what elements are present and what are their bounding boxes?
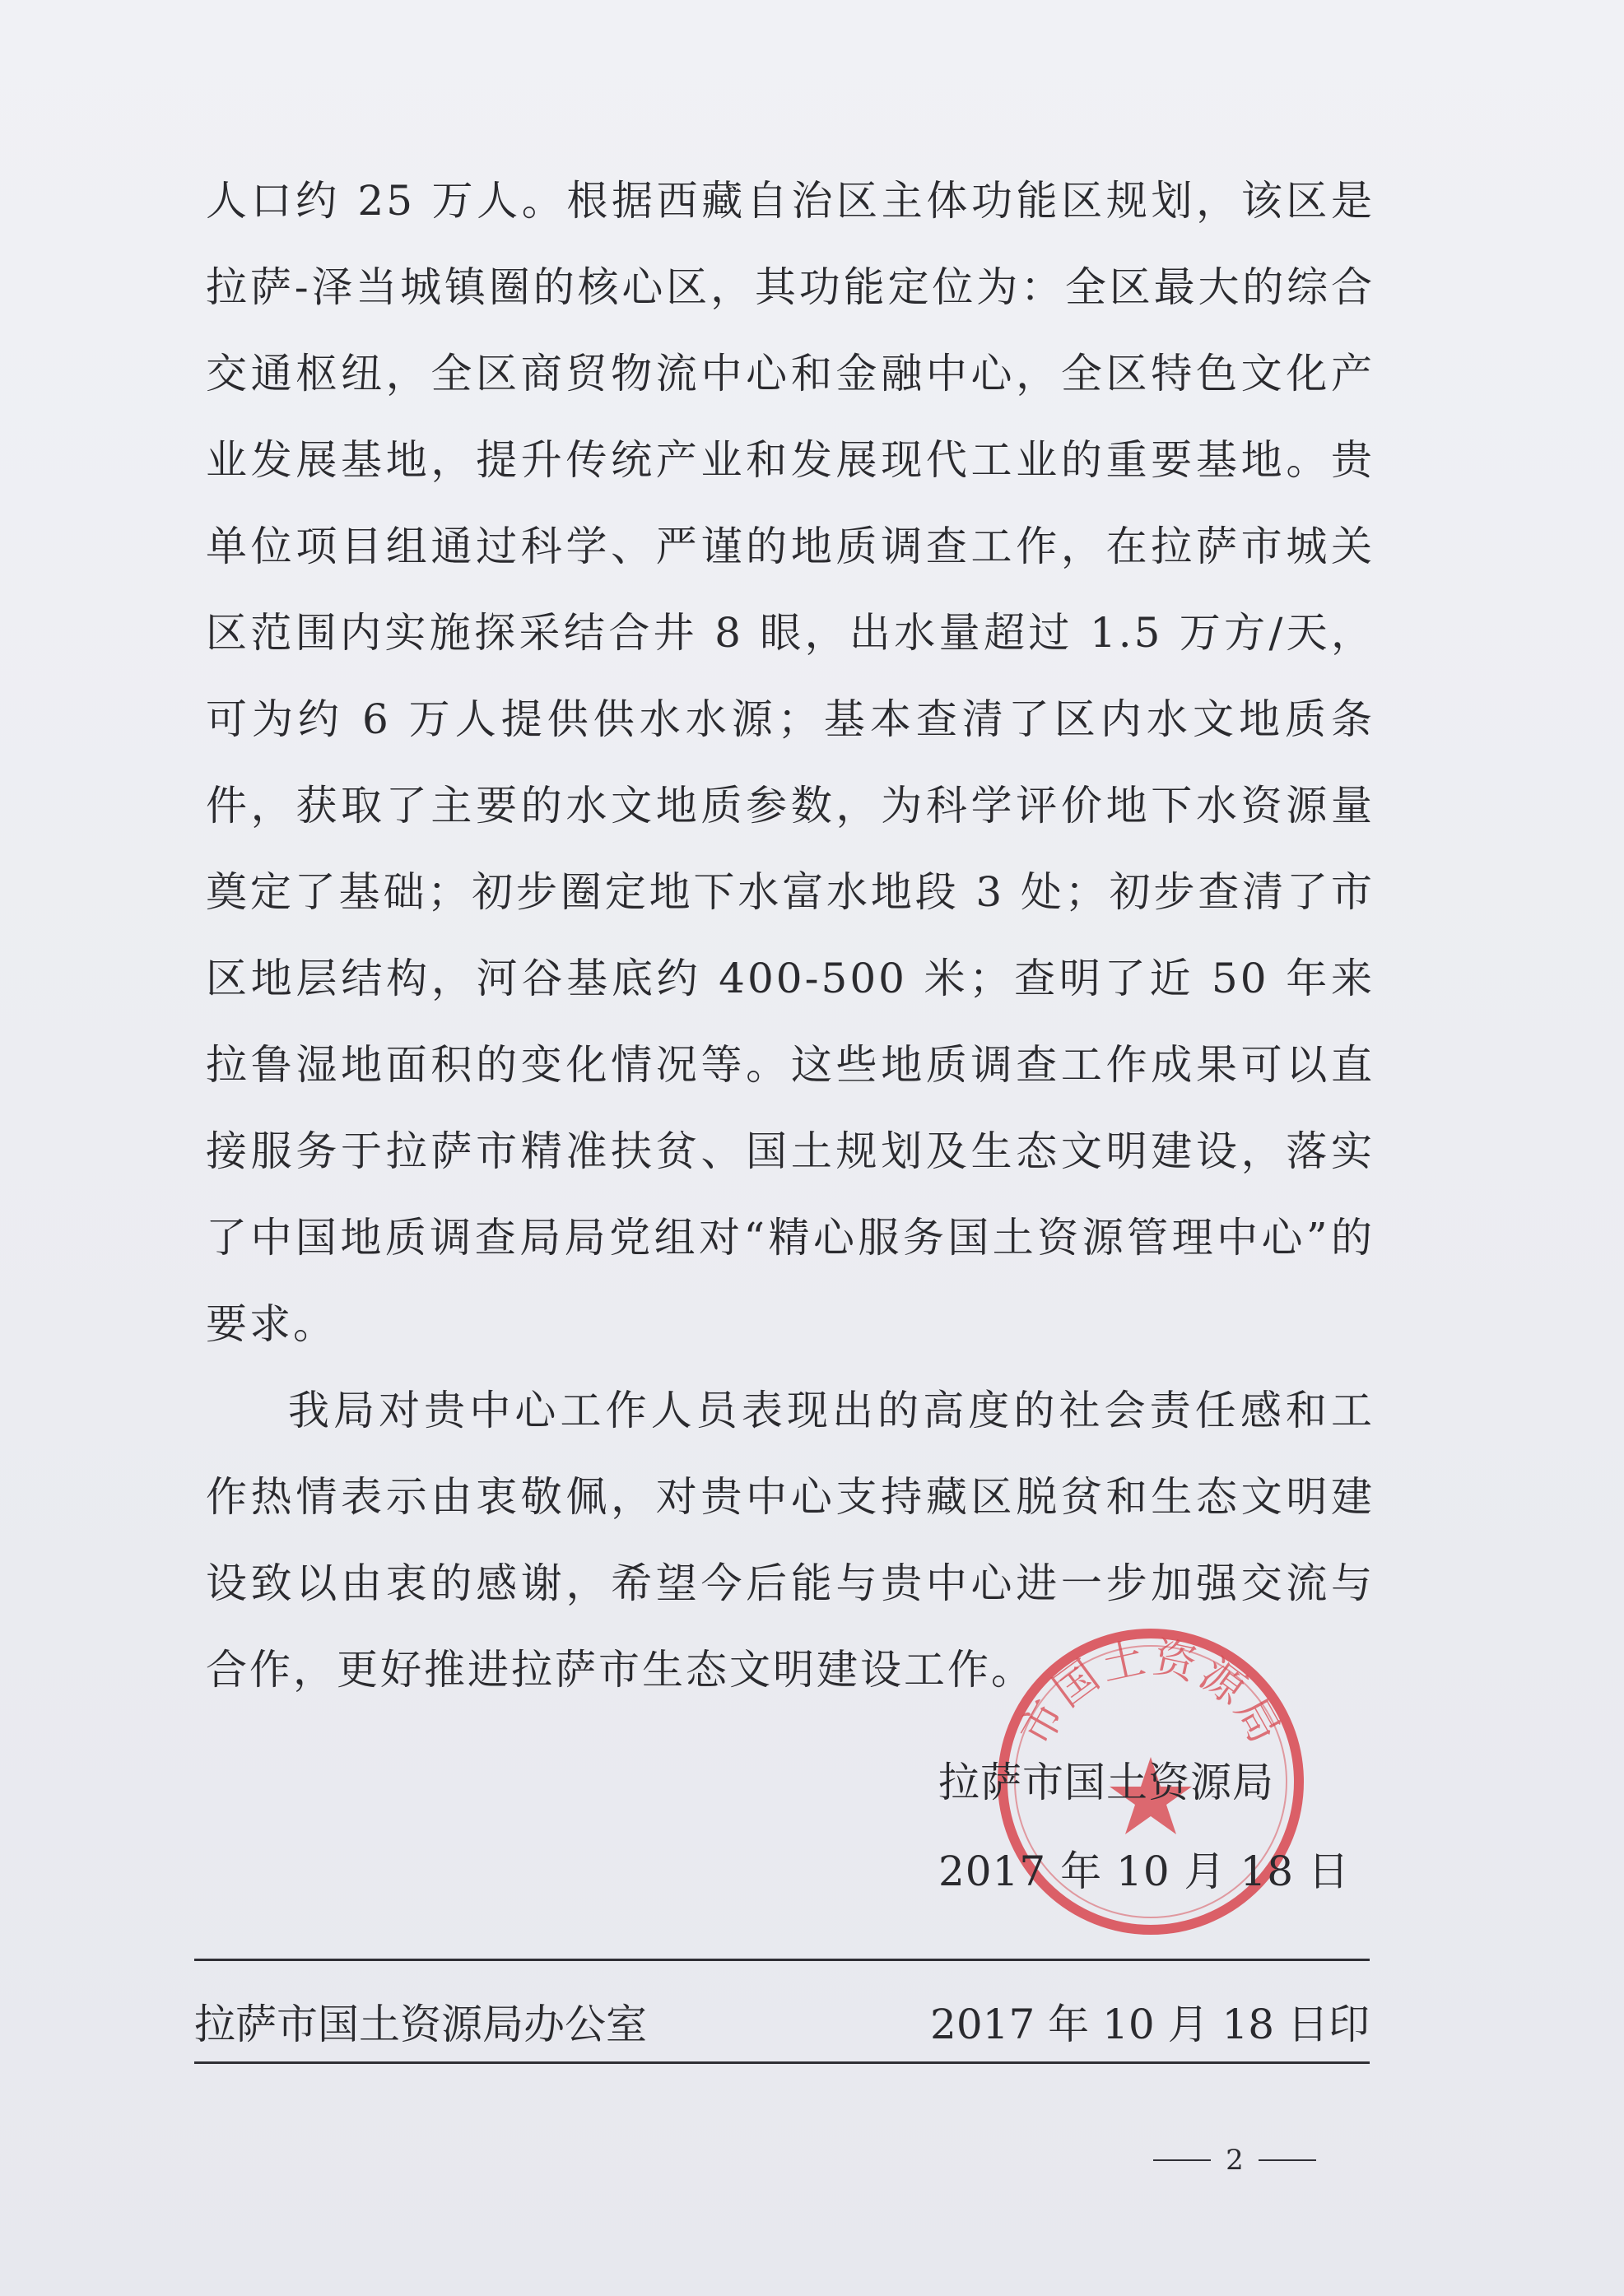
footer-print-date: 2017 年 10 月 18 日印 [930,2001,1370,2048]
footer-office: 拉萨市国土资源局办公室 [194,2001,647,2048]
signature-block [938,1738,1350,1916]
page-number-value: 2 [1226,2144,1244,2177]
signature-org: 拉萨市国土资源局 [938,1759,1274,1806]
letter-body [206,158,1375,1713]
footer [194,2000,1370,2049]
page-number [1136,2144,1333,2177]
page-number-dash-left [1153,2159,1211,2161]
body-paragraph-2: 我局对贵中心工作人员表现出的高度的社会责任感和工作热情表示由衷敬佩，对贵中心支持藏区脱贫和生态文明建设致以由衷的感谢，希望今后能与贵中心进一步加强交流与合作，更好推进拉萨市生态文明建设工作。 [206,1387,1375,1694]
page-number-dash-right [1259,2159,1316,2161]
signature-date: 2017 年 10 月 18 日 [938,1847,1350,1895]
footer-rule-bottom [194,2061,1370,2064]
svg-text:市国土资源局 [1011,1633,1291,1754]
footer-rule-top [194,1959,1370,1961]
seal-text: 市国土资源局 [1011,1633,1291,1755]
body-paragraph-1: 人口约 25 万人。根据西藏自治区主体功能区规划，该区是拉萨-泽当城镇圈的核心区，其功能定位为：全区最大的综合交通枢纽，全区商贸物流中心和金融中心，全区特色文化产业发展基地，提升传统产业和发展现代工业的重要基地。贵单位项目组通过科学、严谨的地质调查工作，在拉萨市城关区范围内实施探采结合井 8 眼，出水量超过 1.5 万方/天，可为约 6 万人提供供水水源；基本查清了区内水文地质条件，获取了主要的水文地质参数，为科学评价地下水资源量奠定了基础；初步圈定地下水富水地段 3 处；初步查清了市区地层结构，河谷基底约 400-500 米；查明了近 50 年来拉鲁湿地面积的变化情况等。这些地质调查工作成果可以直接服务于拉萨市精准扶贫、国土规划及生态文明建设，落实了中国地质调查局局党组对“精心服务国土资源管理中心”的要求。 [206,177,1375,1348]
